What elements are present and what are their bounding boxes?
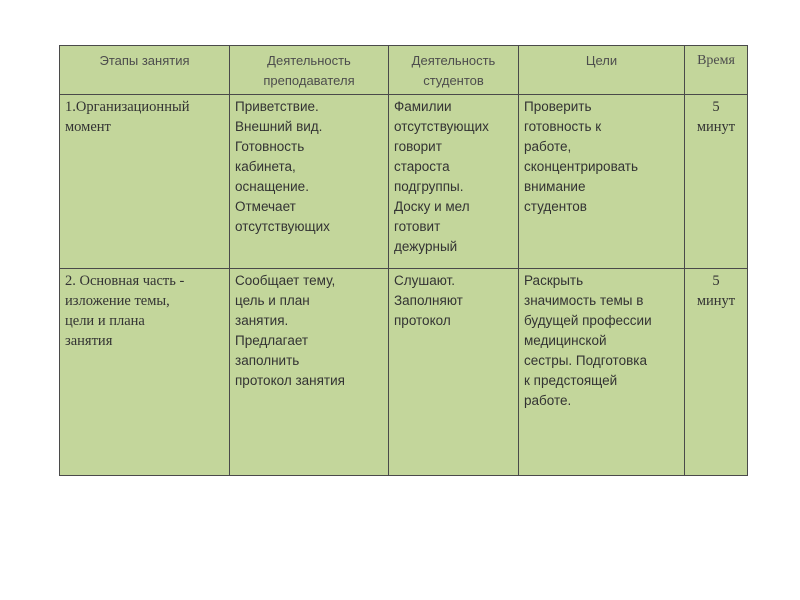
header-line: Деятельность <box>411 53 496 68</box>
cell-line: протокол <box>394 313 451 328</box>
header-stage <box>60 46 230 95</box>
cell-line: Внешний вид. <box>235 119 323 134</box>
cell-line: 5 <box>712 273 720 289</box>
table-header-row <box>60 46 748 95</box>
header-time-text: Время <box>697 53 735 68</box>
cell-line: сестры. Подготовка <box>524 353 647 368</box>
cell-line: студентов <box>524 199 587 214</box>
cell-line: Слушают. <box>394 273 455 288</box>
cell-line: момент <box>65 119 111 135</box>
cell-line: Приветствие. <box>235 99 319 114</box>
cell-line: Сообщает тему, <box>235 273 336 288</box>
lesson-plan-table <box>59 45 748 476</box>
cell-teacher-activity <box>230 95 389 269</box>
cell-time <box>685 95 748 269</box>
cell-line: староста <box>394 159 450 174</box>
cell-student-activity <box>389 269 519 476</box>
header-stage-text: Этапы занятия <box>99 53 190 68</box>
cell-line: Раскрыть <box>524 273 584 288</box>
cell-line: отсутствующих <box>235 219 330 234</box>
cell-line: оснащение. <box>235 179 309 194</box>
cell-line: 1.Организационный <box>65 99 190 115</box>
cell-line: Предлагает <box>235 333 309 348</box>
cell-line: медицинской <box>524 333 607 348</box>
cell-stage <box>60 269 230 476</box>
cell-line: изложение темы, <box>65 293 170 309</box>
cell-teacher-activity <box>230 269 389 476</box>
cell-time <box>685 269 748 476</box>
header-goals <box>519 46 685 95</box>
cell-line: будущей профессии <box>524 313 652 328</box>
cell-line: цель и план <box>235 293 310 308</box>
cell-student-activity <box>389 95 519 269</box>
cell-line: занятия <box>65 333 113 349</box>
header-goals-text: Цели <box>585 53 618 68</box>
cell-line: 5 <box>712 99 720 115</box>
cell-line: говорит <box>394 139 442 154</box>
header-teacher-activity <box>230 46 389 95</box>
cell-line: 2. Основная часть - <box>65 273 185 289</box>
cell-line: цели и плана <box>65 313 145 329</box>
cell-goals <box>519 269 685 476</box>
cell-line: дежурный <box>394 239 458 254</box>
cell-line: подгруппы. <box>394 179 464 194</box>
header-line: студентов <box>423 73 484 88</box>
header-line: Деятельность <box>267 53 351 68</box>
cell-line: к предстоящей <box>524 373 618 388</box>
cell-line: заполнить <box>235 353 300 368</box>
header-line: преподавателя <box>263 73 355 88</box>
cell-line: работе. <box>524 393 572 408</box>
cell-line: внимание <box>524 179 586 194</box>
cell-line: минут <box>696 293 736 309</box>
cell-line: Готовность <box>235 139 305 154</box>
cell-line: готовит <box>394 219 441 234</box>
cell-line: готовность к <box>524 119 602 134</box>
cell-goals <box>519 95 685 269</box>
cell-line: Заполняют <box>394 293 463 308</box>
cell-line: Фамилии <box>394 99 452 114</box>
header-time <box>685 46 748 95</box>
header-student-activity <box>389 46 519 95</box>
cell-line: Проверить <box>524 99 592 114</box>
cell-line: отсутствующих <box>394 119 489 134</box>
cell-line: сконцентрировать <box>524 159 639 174</box>
cell-line: протокол занятия <box>235 373 345 388</box>
table-row <box>60 95 748 269</box>
cell-line: работе, <box>524 139 572 154</box>
cell-line: значимость темы в <box>524 293 644 308</box>
cell-line: кабинета, <box>235 159 296 174</box>
cell-line: занятия. <box>235 313 289 328</box>
table-row <box>60 269 748 476</box>
cell-stage <box>60 95 230 269</box>
cell-line: Отмечает <box>235 199 296 214</box>
cell-line: минут <box>696 119 736 135</box>
cell-line: Доску и мел <box>394 199 470 214</box>
